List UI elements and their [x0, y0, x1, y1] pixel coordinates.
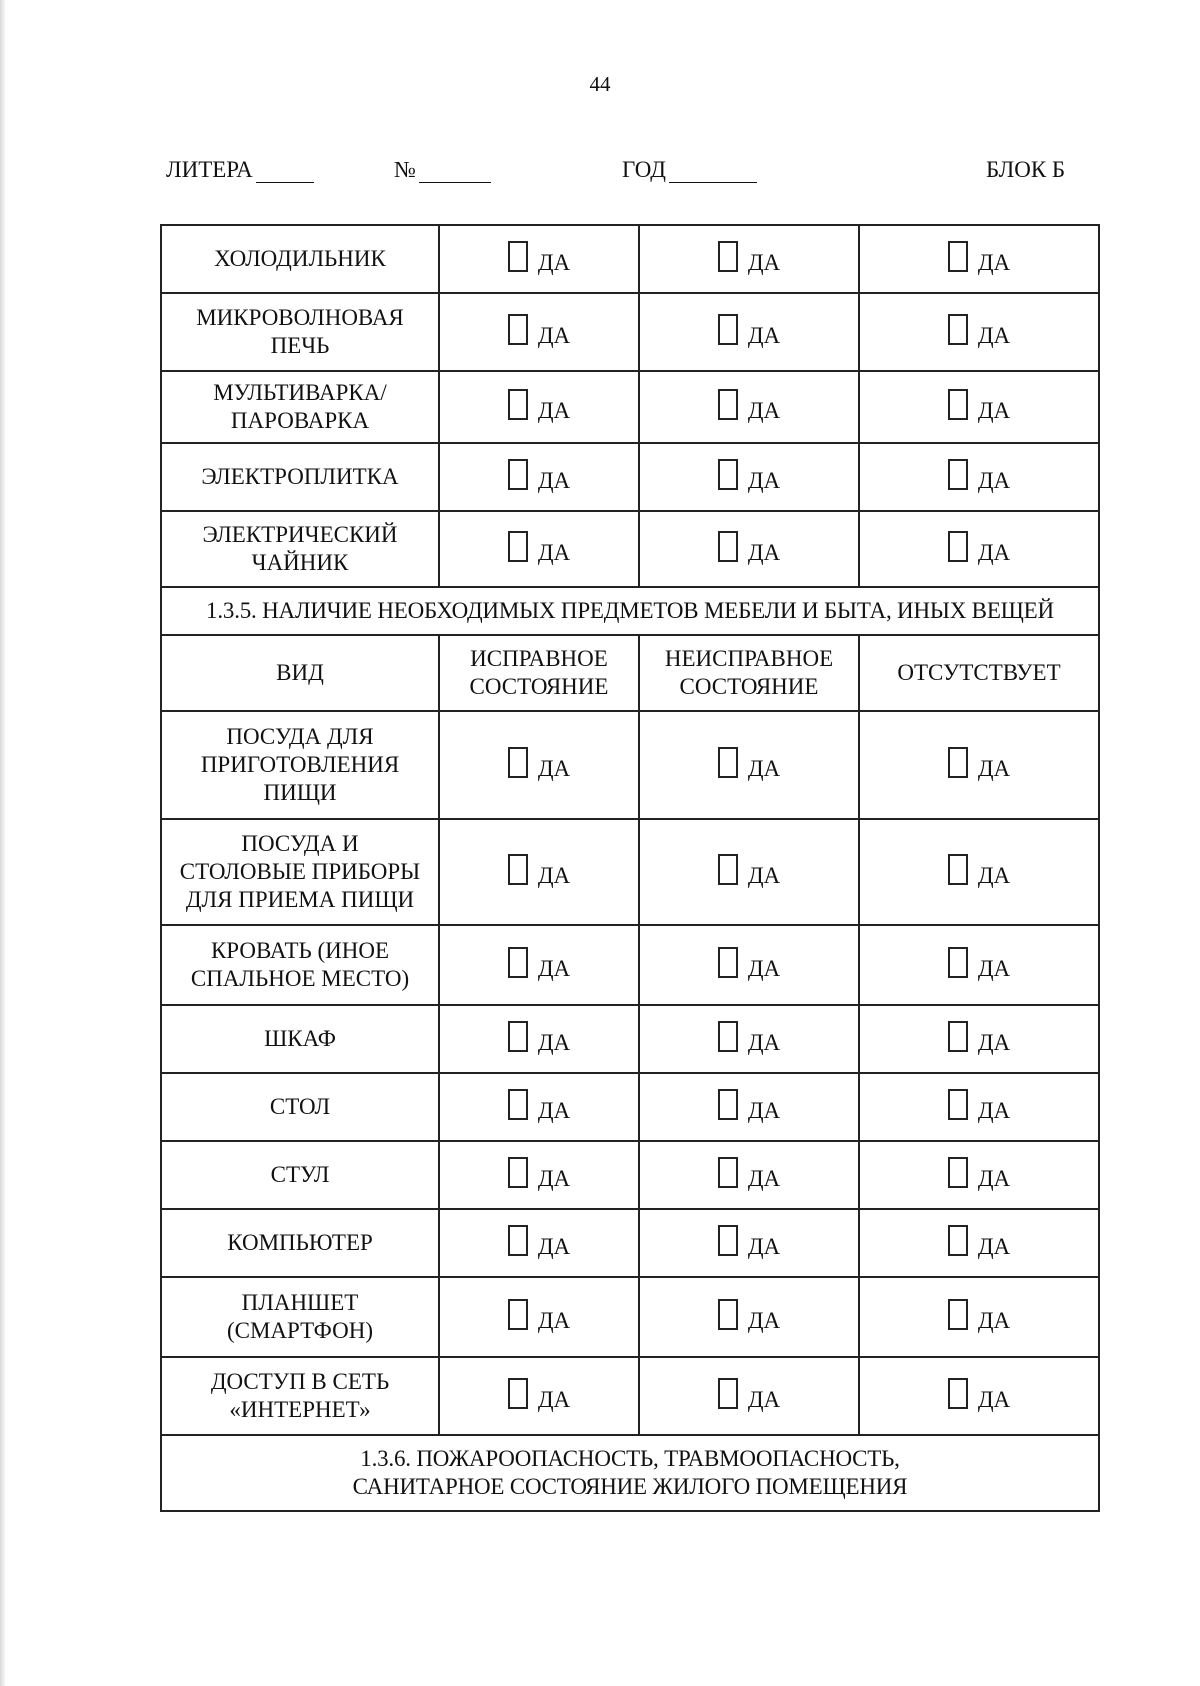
checkbox-label: ДА [747, 1387, 781, 1413]
da-checkbox[interactable] [508, 529, 570, 567]
da-checkbox[interactable] [718, 1155, 780, 1193]
checkbox-square-icon[interactable] [718, 1225, 738, 1256]
checkbox-square-icon[interactable] [718, 314, 738, 345]
column-header: ВИД [161, 635, 439, 711]
checkbox-label: ДА [977, 1234, 1011, 1260]
checkbox-cell [639, 711, 859, 819]
checkbox-cell [639, 925, 859, 1005]
checkbox-cell [859, 1141, 1099, 1209]
checkbox-square-icon[interactable] [948, 947, 968, 978]
checkbox-cell [639, 1277, 859, 1357]
furniture-label: ПОСУДА ДЛЯ ПРИГОТОВЛЕНИЯ ПИЩИ [161, 711, 439, 819]
appliance-row [161, 371, 1099, 443]
furniture-row [161, 1209, 1099, 1277]
furniture-row [161, 819, 1099, 925]
da-checkbox[interactable] [508, 1376, 570, 1414]
checkbox-square-icon[interactable] [508, 241, 528, 272]
checkbox-label: ДА [977, 468, 1011, 494]
checkbox-label: ДА [977, 956, 1011, 982]
da-checkbox[interactable] [508, 457, 570, 495]
da-checkbox[interactable] [718, 1019, 780, 1057]
checkbox-square-icon[interactable] [508, 1021, 528, 1052]
checkbox-label: ДА [977, 250, 1011, 276]
checkbox-cell [439, 293, 639, 371]
block-field [986, 157, 1065, 183]
checkbox-label: ДА [537, 250, 571, 276]
checkbox-label: ДА [747, 250, 781, 276]
furniture-label: КОМПЬЮТЕР [161, 1209, 439, 1277]
checkbox-cell [859, 819, 1099, 925]
da-checkbox[interactable] [508, 312, 570, 350]
checkbox-cell [859, 1209, 1099, 1277]
da-checkbox[interactable] [508, 945, 570, 983]
da-checkbox[interactable] [718, 852, 780, 890]
checkbox-label: ДА [747, 1308, 781, 1334]
checkbox-square-icon[interactable] [948, 1157, 968, 1188]
checkbox-square-icon[interactable] [948, 1089, 968, 1120]
checkbox-cell [859, 1357, 1099, 1435]
litera-field [166, 157, 314, 183]
da-checkbox[interactable] [508, 1019, 570, 1057]
section-136-title: 1.3.6. ПОЖАРООПАСНОСТЬ, ТРАВМООПАСНОСТЬ, САНИТАРНОЕ СОСТОЯНИЕ ЖИЛОГО ПОМЕЩЕНИЯ [161, 1435, 1099, 1511]
checkbox-label: ДА [977, 1387, 1011, 1413]
block-label: БЛОК Б [986, 157, 1066, 182]
checkbox-cell [439, 1357, 639, 1435]
number-label: № [394, 157, 416, 182]
checkbox-square-icon[interactable] [948, 1021, 968, 1052]
form-header [0, 157, 1200, 187]
da-checkbox[interactable] [508, 239, 570, 277]
da-checkbox[interactable] [718, 1297, 780, 1335]
checkbox-cell [859, 711, 1099, 819]
da-checkbox[interactable] [508, 1087, 570, 1125]
da-checkbox[interactable] [948, 1223, 1010, 1261]
appliance-row [161, 511, 1099, 587]
column-header-row [161, 635, 1099, 711]
checkbox-label: ДА [977, 1098, 1011, 1124]
checkbox-cell [439, 1073, 639, 1141]
checkbox-label: ДА [537, 1234, 571, 1260]
checkbox-square-icon[interactable] [718, 1378, 738, 1409]
checkbox-square-icon[interactable] [718, 1299, 738, 1330]
checkbox-label: ДА [977, 863, 1011, 889]
checkbox-cell [859, 293, 1099, 371]
checkbox-square-icon[interactable] [948, 314, 968, 345]
checkbox-square-icon[interactable] [718, 459, 738, 490]
checkbox-cell [439, 443, 639, 511]
da-checkbox[interactable] [508, 852, 570, 890]
checkbox-cell [439, 1005, 639, 1073]
da-checkbox[interactable] [948, 745, 1010, 783]
checkbox-square-icon[interactable] [948, 241, 968, 272]
checkbox-cell [439, 225, 639, 293]
da-checkbox[interactable] [948, 387, 1010, 425]
checkbox-square-icon[interactable] [948, 1225, 968, 1256]
section-135-row [161, 587, 1099, 635]
checkbox-cell [639, 225, 859, 293]
da-checkbox[interactable] [948, 1019, 1010, 1057]
da-checkbox[interactable] [718, 1376, 780, 1414]
checkbox-label: ДА [537, 323, 571, 349]
checkbox-square-icon[interactable] [508, 1089, 528, 1120]
year-field [622, 157, 757, 183]
da-checkbox[interactable] [948, 852, 1010, 890]
checkbox-cell [859, 443, 1099, 511]
furniture-row [161, 1357, 1099, 1435]
checkbox-label: ДА [747, 756, 781, 782]
furniture-label: СТОЛ [161, 1073, 439, 1141]
da-checkbox[interactable] [718, 745, 780, 783]
checkbox-cell [859, 1073, 1099, 1141]
checkbox-square-icon[interactable] [718, 747, 738, 778]
checkbox-cell [859, 1277, 1099, 1357]
checkbox-label: ДА [537, 1098, 571, 1124]
checkbox-square-icon[interactable] [718, 1089, 738, 1120]
furniture-row [161, 1277, 1099, 1357]
checkbox-label: ДА [747, 956, 781, 982]
checkbox-cell [639, 1005, 859, 1073]
column-header: НЕИСПРАВНОЕ СОСТОЯНИЕ [639, 635, 859, 711]
da-checkbox[interactable] [948, 312, 1010, 350]
da-checkbox[interactable] [508, 745, 570, 783]
checkbox-cell [639, 1209, 859, 1277]
checkbox-square-icon[interactable] [508, 1299, 528, 1330]
checkbox-square-icon[interactable] [948, 531, 968, 562]
checkbox-cell [639, 1141, 859, 1209]
appliance-row [161, 293, 1099, 371]
column-header: ОТСУТСТВУЕТ [859, 635, 1099, 711]
checkbox-cell [439, 711, 639, 819]
checkbox-label: ДА [537, 1030, 571, 1056]
appliance-label: ХОЛОДИЛЬНИК [161, 225, 439, 293]
checkbox-label: ДА [537, 398, 571, 424]
checkbox-label: ДА [977, 756, 1011, 782]
checkbox-square-icon[interactable] [508, 459, 528, 490]
checkbox-label: ДА [537, 540, 571, 566]
furniture-label: КРОВАТЬ (ИНОЕ СПАЛЬНОЕ МЕСТО) [161, 925, 439, 1005]
checkbox-label: ДА [747, 398, 781, 424]
checkbox-square-icon[interactable] [508, 1157, 528, 1188]
checkbox-cell [439, 819, 639, 925]
checkbox-cell [439, 1141, 639, 1209]
section-135-title: 1.3.5. НАЛИЧИЕ НЕОБХОДИМЫХ ПРЕДМЕТОВ МЕБЕЛИ И БЫТА, ИНЫХ ВЕЩЕЙ [161, 587, 1099, 635]
checkbox-label: ДА [747, 1166, 781, 1192]
da-checkbox[interactable] [508, 1223, 570, 1261]
furniture-row [161, 925, 1099, 1005]
checkbox-cell [859, 1005, 1099, 1073]
da-checkbox[interactable] [718, 312, 780, 350]
checkbox-cell [639, 443, 859, 511]
furniture-label: ШКАФ [161, 1005, 439, 1073]
da-checkbox[interactable] [948, 529, 1010, 567]
checkbox-square-icon[interactable] [948, 459, 968, 490]
checkbox-label: ДА [747, 1234, 781, 1260]
checkbox-cell [439, 1209, 639, 1277]
checkbox-square-icon[interactable] [718, 531, 738, 562]
checkbox-cell [639, 1357, 859, 1435]
checkbox-cell [639, 371, 859, 443]
furniture-label: СТУЛ [161, 1141, 439, 1209]
checkbox-square-icon[interactable] [718, 854, 738, 885]
da-checkbox[interactable] [948, 1297, 1010, 1335]
year-blank[interactable] [669, 160, 757, 183]
appliance-row [161, 443, 1099, 511]
checkbox-label: ДА [747, 468, 781, 494]
da-checkbox[interactable] [948, 1376, 1010, 1414]
da-checkbox[interactable] [948, 239, 1010, 277]
checkbox-square-icon[interactable] [508, 314, 528, 345]
checkbox-cell [859, 925, 1099, 1005]
da-checkbox[interactable] [718, 1087, 780, 1125]
checkbox-square-icon[interactable] [718, 241, 738, 272]
checkbox-label: ДА [537, 1308, 571, 1334]
da-checkbox[interactable] [948, 1087, 1010, 1125]
da-checkbox[interactable] [718, 387, 780, 425]
checkbox-square-icon[interactable] [718, 947, 738, 978]
da-checkbox[interactable] [718, 457, 780, 495]
furniture-row [161, 1005, 1099, 1073]
checkbox-square-icon[interactable] [508, 389, 528, 420]
appliance-label: МИКРОВОЛНОВАЯ ПЕЧЬ [161, 293, 439, 371]
checkbox-label: ДА [977, 540, 1011, 566]
checkbox-square-icon[interactable] [718, 1021, 738, 1052]
checkbox-cell [859, 511, 1099, 587]
checkbox-label: ДА [537, 1387, 571, 1413]
da-checkbox[interactable] [718, 529, 780, 567]
checkbox-square-icon[interactable] [508, 947, 528, 978]
da-checkbox[interactable] [508, 1297, 570, 1335]
checkbox-label: ДА [537, 956, 571, 982]
appliance-label: ЭЛЕКТРИЧЕСКИЙ ЧАЙНИК [161, 511, 439, 587]
year-label: ГОД [622, 157, 666, 182]
checkbox-square-icon[interactable] [508, 1225, 528, 1256]
number-field [394, 157, 491, 183]
checkbox-cell [439, 511, 639, 587]
checkbox-label: ДА [747, 323, 781, 349]
checkbox-square-icon[interactable] [948, 389, 968, 420]
checkbox-square-icon[interactable] [948, 747, 968, 778]
da-checkbox[interactable] [508, 1155, 570, 1193]
checkbox-square-icon[interactable] [508, 531, 528, 562]
column-header: ИСПРАВНОЕ СОСТОЯНИЕ [439, 635, 639, 711]
checkbox-square-icon[interactable] [508, 747, 528, 778]
checkbox-label: ДА [977, 1030, 1011, 1056]
checkbox-cell [639, 819, 859, 925]
furniture-row [161, 1073, 1099, 1141]
litera-label: ЛИТЕРА [166, 157, 253, 182]
form-table [160, 224, 1100, 1512]
checkbox-square-icon[interactable] [718, 389, 738, 420]
da-checkbox[interactable] [948, 457, 1010, 495]
checkbox-label: ДА [537, 468, 571, 494]
furniture-label: ДОСТУП В СЕТЬ «ИНТЕРНЕТ» [161, 1357, 439, 1435]
checkbox-cell [439, 1277, 639, 1357]
checkbox-cell [639, 293, 859, 371]
da-checkbox[interactable] [948, 945, 1010, 983]
checkbox-label: ДА [747, 540, 781, 566]
checkbox-cell [439, 925, 639, 1005]
appliance-row [161, 225, 1099, 293]
appliance-label: МУЛЬТИВАРКА/ ПАРОВАРКА [161, 371, 439, 443]
checkbox-label: ДА [977, 398, 1011, 424]
furniture-label: ПЛАНШЕТ (СМАРТФОН) [161, 1277, 439, 1357]
checkbox-cell [859, 225, 1099, 293]
checkbox-label: ДА [747, 1030, 781, 1056]
checkbox-cell [639, 511, 859, 587]
checkbox-square-icon[interactable] [508, 854, 528, 885]
da-checkbox[interactable] [718, 239, 780, 277]
da-checkbox[interactable] [948, 1155, 1010, 1193]
da-checkbox[interactable] [508, 387, 570, 425]
checkbox-square-icon[interactable] [948, 1299, 968, 1330]
scan-edge [0, 0, 6, 1686]
checkbox-cell [439, 371, 639, 443]
da-checkbox[interactable] [718, 1223, 780, 1261]
checkbox-square-icon[interactable] [948, 1378, 968, 1409]
checkbox-label: ДА [537, 1166, 571, 1192]
checkbox-label: ДА [537, 756, 571, 782]
da-checkbox[interactable] [718, 945, 780, 983]
appliance-label: ЭЛЕКТРОПЛИТКА [161, 443, 439, 511]
litera-blank[interactable] [256, 160, 314, 183]
checkbox-label: ДА [747, 1098, 781, 1124]
checkbox-label: ДА [977, 1166, 1011, 1192]
furniture-label: ПОСУДА И СТОЛОВЫЕ ПРИБОРЫ ДЛЯ ПРИЕМА ПИЩИ [161, 819, 439, 925]
checkbox-label: ДА [977, 323, 1011, 349]
checkbox-label: ДА [537, 863, 571, 889]
section-136-row [161, 1435, 1099, 1511]
checkbox-label: ДА [747, 863, 781, 889]
checkbox-square-icon[interactable] [948, 854, 968, 885]
number-blank[interactable] [419, 160, 491, 183]
furniture-row [161, 711, 1099, 819]
checkbox-cell [859, 371, 1099, 443]
checkbox-square-icon[interactable] [508, 1378, 528, 1409]
furniture-row [161, 1141, 1099, 1209]
page-number: 44 [589, 72, 611, 96]
checkbox-square-icon[interactable] [718, 1157, 738, 1188]
checkbox-label: ДА [977, 1308, 1011, 1334]
checkbox-cell [639, 1073, 859, 1141]
